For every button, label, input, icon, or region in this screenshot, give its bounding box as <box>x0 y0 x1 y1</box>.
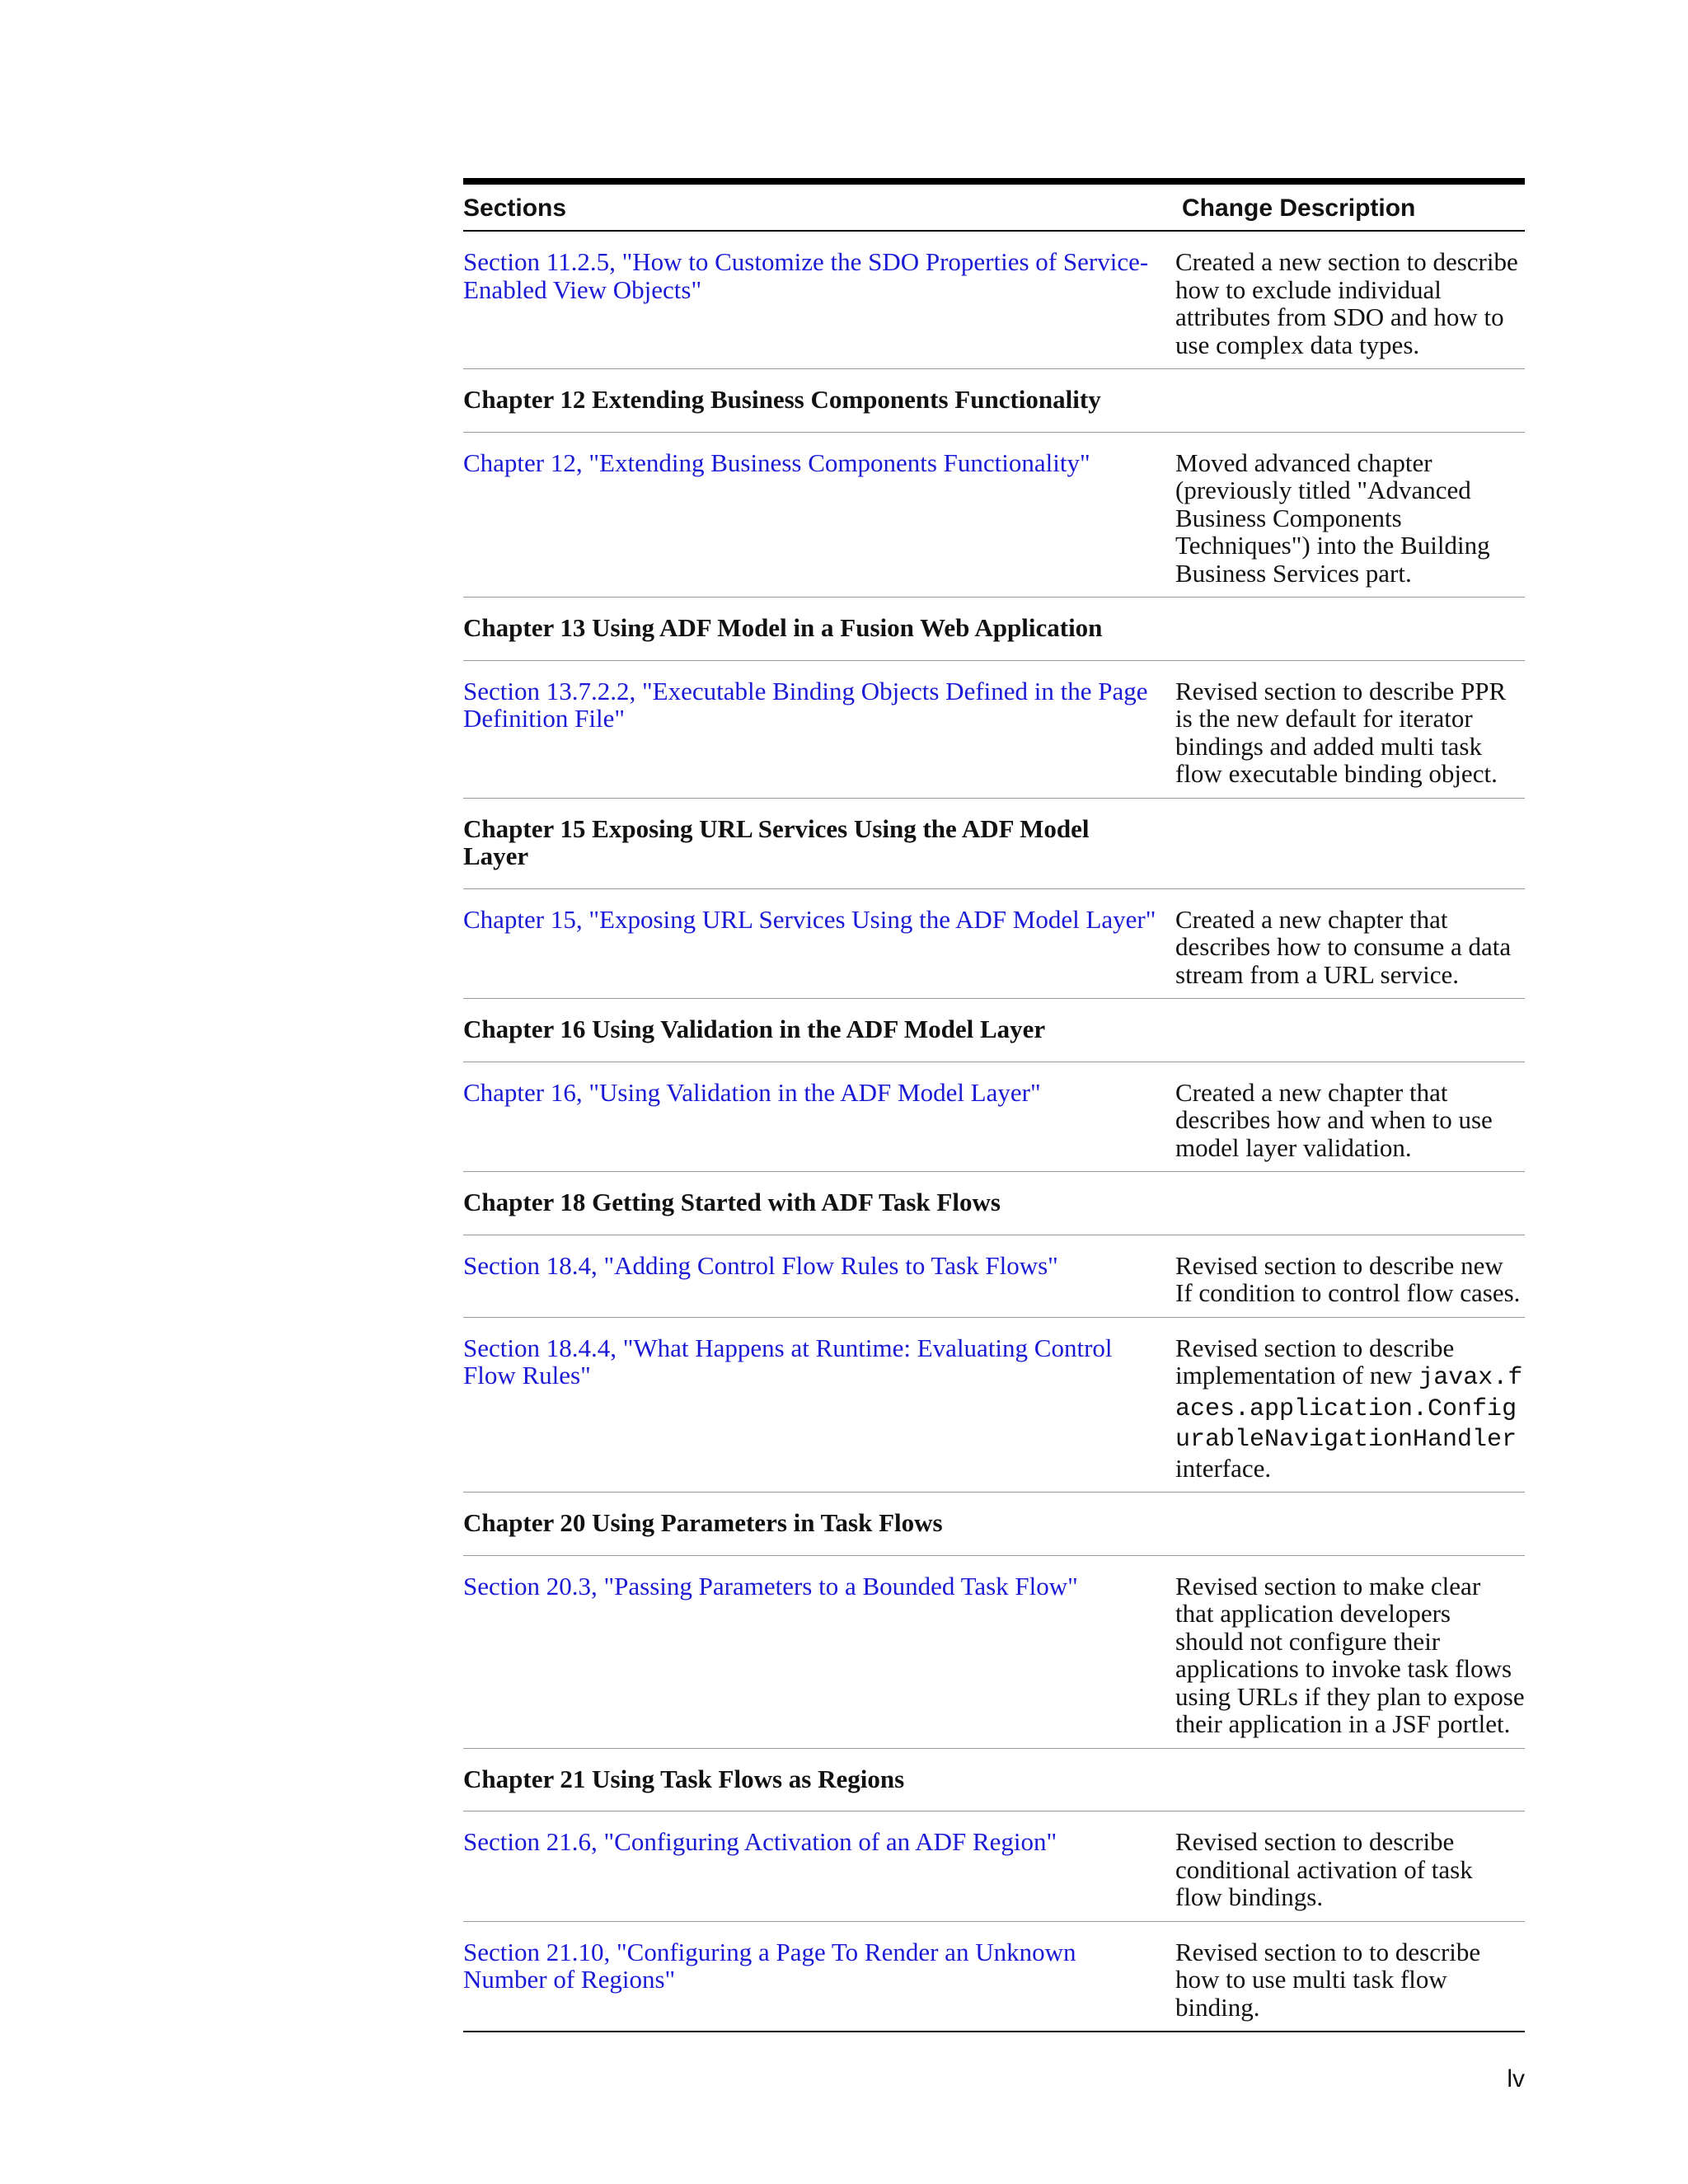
chapter-heading-row <box>463 1172 1525 1235</box>
section-link[interactable]: Chapter 12, "Extending Business Components Functionality" <box>463 448 1090 477</box>
description-cell: Revised section to to describe how to use multi task flow binding. <box>1162 1921 1525 2032</box>
table-row <box>463 1921 1525 2032</box>
description-cell: Created a new chapter that describes how and when to use model layer validation. <box>1162 1062 1525 1172</box>
section-link[interactable]: Section 20.3, "Passing Parameters to a Bounded Task Flow" <box>463 1571 1078 1601</box>
chapter-heading <box>463 798 1525 888</box>
section-link[interactable]: Chapter 16, "Using Validation in the ADF Model Layer" <box>463 1077 1041 1107</box>
section-cell <box>463 1555 1162 1748</box>
table-row <box>463 231 1525 369</box>
description-text: Revised section to describe implementation of new <box>1175 1333 1455 1390</box>
section-cell <box>463 432 1162 598</box>
description-cell: Created a new section to describe how to exclude individual attributes from SDO and how to use complex data types. <box>1162 231 1525 369</box>
sections-header: Sections <box>463 194 567 222</box>
section-cell <box>463 888 1162 999</box>
chapter-heading: Chapter 13 Using ADF Model in a Fusion Web Application <box>463 598 1525 661</box>
description-cell: Revised section to make clear that application developers should not configure their applications to invoke task flows using URLs if they plan to expose their application in a JSF portlet. <box>1162 1555 1525 1748</box>
table-row <box>463 1317 1525 1493</box>
section-cell <box>463 660 1162 798</box>
chapter-heading-row <box>463 1493 1525 1556</box>
changes-table <box>463 178 1525 2032</box>
section-cell <box>463 1317 1162 1493</box>
page-number: lv <box>1507 2065 1525 2093</box>
table-row <box>463 1555 1525 1748</box>
section-link[interactable]: Chapter 15, "Exposing URL Services Using the ADF Model Layer" <box>463 904 1156 934</box>
section-link[interactable]: Section 11.2.5, "How to Customize the SDO Properties of Service-Enabled View Objects" <box>463 247 1149 304</box>
section-cell <box>463 231 1162 369</box>
change-description-header: Change Description <box>1182 194 1416 222</box>
description-cell: Revised section to describe new If condition to control flow cases. <box>1162 1235 1525 1317</box>
section-cell <box>463 1921 1162 2032</box>
chapter-heading-row <box>463 798 1525 888</box>
table-row <box>463 888 1525 999</box>
section-link[interactable]: Section 18.4, "Adding Control Flow Rules to Task Flows" <box>463 1250 1058 1280</box>
description-cell: Created a new chapter that describes how to consume a data stream from a URL service. <box>1162 888 1525 999</box>
chapter-heading-row <box>463 1748 1525 1811</box>
description-cell: Revised section to describe conditional activation of task flow bindings. <box>1162 1811 1525 1922</box>
chapter-heading-row <box>463 369 1525 433</box>
section-link[interactable]: Section 18.4.4, "What Happens at Runtime: Evaluating Control Flow Rules" <box>463 1333 1113 1390</box>
section-link[interactable]: Section 13.7.2.2, "Executable Binding Objects Defined in the Page Definition File" <box>463 676 1148 733</box>
chapter-heading: Chapter 20 Using Parameters in Task Flows <box>463 1493 1525 1556</box>
description-text: interface. <box>1175 1453 1272 1483</box>
chapter-heading: Chapter 12 Extending Business Components Functionality <box>463 369 1525 433</box>
chapter-heading-row <box>463 999 1525 1062</box>
description-cell <box>1162 1317 1525 1493</box>
section-cell <box>463 1811 1162 1922</box>
chapter-heading: Chapter 21 Using Task Flows as Regions <box>463 1748 1525 1811</box>
chapter-heading-row <box>463 598 1525 661</box>
table-row <box>463 1062 1525 1172</box>
section-link[interactable]: Section 21.6, "Configuring Activation of an ADF Region" <box>463 1827 1057 1856</box>
chapter-heading: Chapter 18 Getting Started with ADF Task Flows <box>463 1172 1525 1235</box>
chapter-heading: Chapter 16 Using Validation in the ADF Model Layer <box>463 999 1525 1062</box>
table-header-row <box>463 181 1525 231</box>
section-cell <box>463 1062 1162 1172</box>
code-class-name: javax.faces.application.ConfigurableNavigationHandler <box>1175 1364 1523 1454</box>
section-link[interactable]: Section 21.10, "Configuring a Page To Render an Unknown Number of Regions" <box>463 1937 1076 1994</box>
table-row <box>463 660 1525 798</box>
table-row <box>463 1235 1525 1317</box>
description-cell: Moved advanced chapter (previously titled "Advanced Business Components Techniques") into the Building Business Services part. <box>1162 432 1525 598</box>
description-cell: Revised section to describe PPR is the new default for iterator bindings and added multi task flow executable binding object. <box>1162 660 1525 798</box>
table-row <box>463 1811 1525 1922</box>
section-cell <box>463 1235 1162 1317</box>
table-row <box>463 432 1525 598</box>
chapter-heading-text: Chapter 15 Exposing URL Services Using the ADF Model Layer <box>463 813 1090 870</box>
